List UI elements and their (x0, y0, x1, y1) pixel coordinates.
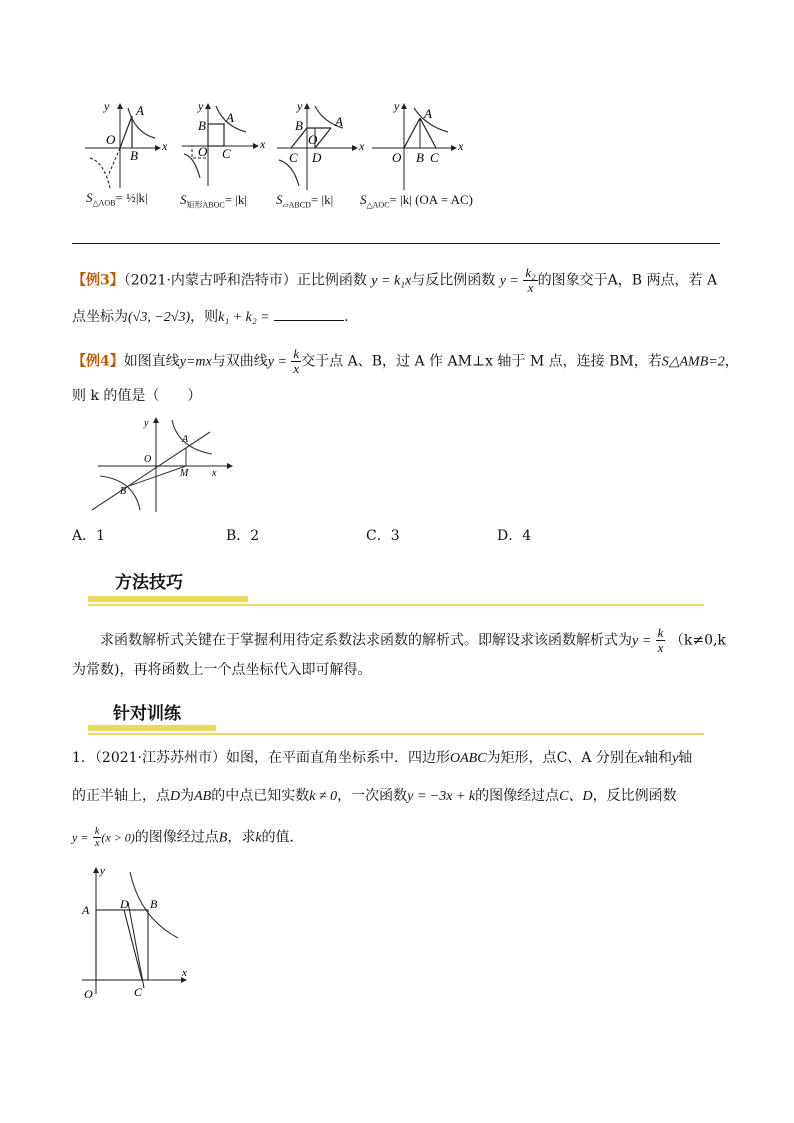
ex4-fig-label-b: B (120, 486, 127, 497)
fig3-label-y: y (297, 99, 303, 113)
method-rule (88, 604, 704, 606)
ex4-fig-label-x: x (212, 468, 217, 479)
training-q1-line3: y = $\frac{k}{x}$ (x > 0)的图像经过点B，求k的值． (72, 826, 304, 849)
example4-figure (88, 414, 238, 514)
fig2-label-a: A (226, 110, 234, 125)
example3-fraction: $\frac{\text{k₂}}{x}$ (525, 265, 536, 295)
fig3-label-x: x (359, 139, 365, 153)
ex4-fig-label-o: O (144, 454, 152, 465)
example4-option-b[interactable]: B．2 (226, 528, 260, 544)
section-divider (72, 243, 720, 244)
training-heading-underline (88, 725, 216, 731)
method-fraction: $\frac{k}{x}$ (657, 625, 664, 655)
training-q1-fraction: $\frac{k}{x}$ (94, 826, 100, 849)
fig2-label-c: C (222, 146, 231, 161)
figure-triangle-aoc (372, 99, 464, 190)
q1-fig-label-a: A (82, 903, 90, 917)
training-q1-figure (78, 862, 198, 1002)
fig4-label-x: x (458, 139, 464, 153)
training-heading: 针对训练 (113, 704, 181, 724)
example4-option-c[interactable]: C．3 (366, 528, 400, 544)
fig2-label-y: y (198, 99, 204, 113)
fig1-label-y: y (104, 99, 110, 113)
fig3-label-a: A (335, 114, 343, 129)
fig2-label-o: O (198, 144, 208, 159)
fig4-label-y: y (394, 99, 400, 113)
figure-rectangle-aboc (182, 99, 266, 186)
fig3-label-b: B (295, 118, 303, 133)
fig3-label-o: O (308, 132, 318, 147)
example4-option-d[interactable]: D．4 (497, 528, 532, 544)
fig1-label-x: x (162, 139, 168, 153)
fig4-label-a: A (424, 106, 432, 121)
method-heading: 方法技巧 (115, 573, 183, 593)
figure-triangle-aob (85, 99, 168, 188)
fig1-label-a: A (136, 103, 144, 118)
q1-fig-label-x: x (182, 967, 187, 979)
example4-tag: 【例4】 (72, 353, 124, 370)
example4-line1: 【例4】如图直线y=mx与双曲线y = $\frac{k}{x}$ 交于点 A、B，过 A 作 AM⊥x 轴于 M 点，连接 BM，若S△AMB=2， (72, 346, 739, 376)
fig4-label-c: C (430, 150, 439, 165)
fig1-label-b: B (130, 148, 138, 163)
formula-3: $S_{▱ABCD}= |k|$ (276, 192, 334, 210)
q1-fig-label-d: D (120, 897, 129, 911)
ex4-fig-label-a: A (182, 434, 189, 445)
fig1-label-o: O (106, 132, 116, 147)
fig4-label-o: O (392, 150, 402, 165)
fig2-label-x: x (260, 137, 266, 151)
ex4-fig-label-m: M (180, 468, 189, 479)
example3-line1: 【例3】（2021·内蒙古呼和浩特市）正比例函数 y = k₁x与反比例函数 y = $\frac{\text{k₂}}{x}$ 的图象交于A，B 两点，若 A (72, 265, 718, 295)
fig3-label-c: C (289, 150, 298, 165)
training-rule (88, 733, 704, 735)
example4-line2: 则 k 的值是（ ） (72, 388, 202, 404)
formula-2: $S_{矩形ABOC}= |k|$ (180, 192, 248, 210)
training-q1-line1: 1．（2021·江苏苏州市）如图，在平面直角坐标系中．四边形OABC为矩形，点C、A 分别在x轴和y轴 (72, 750, 693, 766)
fig3-label-d: D (312, 150, 322, 165)
q1-fig-label-y: y (100, 865, 105, 877)
q1-fig-label-c: C (134, 985, 143, 999)
example3-line2: 点坐标为(√3, −2√3)，则k₁ + k₂ = . (72, 306, 349, 328)
example4-fraction: $\frac{k}{x}$ (293, 346, 300, 376)
method-line2: 为常数)，再将函数上一个点坐标代入即可解得。 (72, 662, 372, 678)
fig4-label-b: B (416, 150, 424, 165)
method-line1: 求函数解析式关键在于掌握利用待定系数法求函数的解析式。即解设求该函数解析式为y = $\frac{k}{x}$ （k≠0,k (100, 625, 726, 655)
q1-fig-label-b: B (150, 897, 158, 911)
example3-tag: 【例3】 (72, 272, 124, 289)
method-heading-underline (88, 596, 248, 602)
formula-1: $S_{\triangle AOB}=$ ½|k| (86, 190, 148, 208)
example3-answer-blank[interactable] (274, 306, 344, 321)
example4-option-a[interactable]: A．1 (72, 528, 106, 544)
training-q1-line2: 的正半轴上，点D为AB的中点已知实数k ≠ 0，一次函数y = −3x + k的图像经过点C、D，反比例函数 (72, 788, 677, 804)
formula-4: $S_{\triangle AOC}= |k|$ (OA = AC) (360, 192, 473, 210)
figure-parallelogram-abcd (277, 99, 365, 190)
fig2-label-b: B (198, 118, 206, 133)
q1-fig-label-o: O (84, 987, 93, 1001)
ex4-fig-label-y: y (144, 418, 149, 429)
